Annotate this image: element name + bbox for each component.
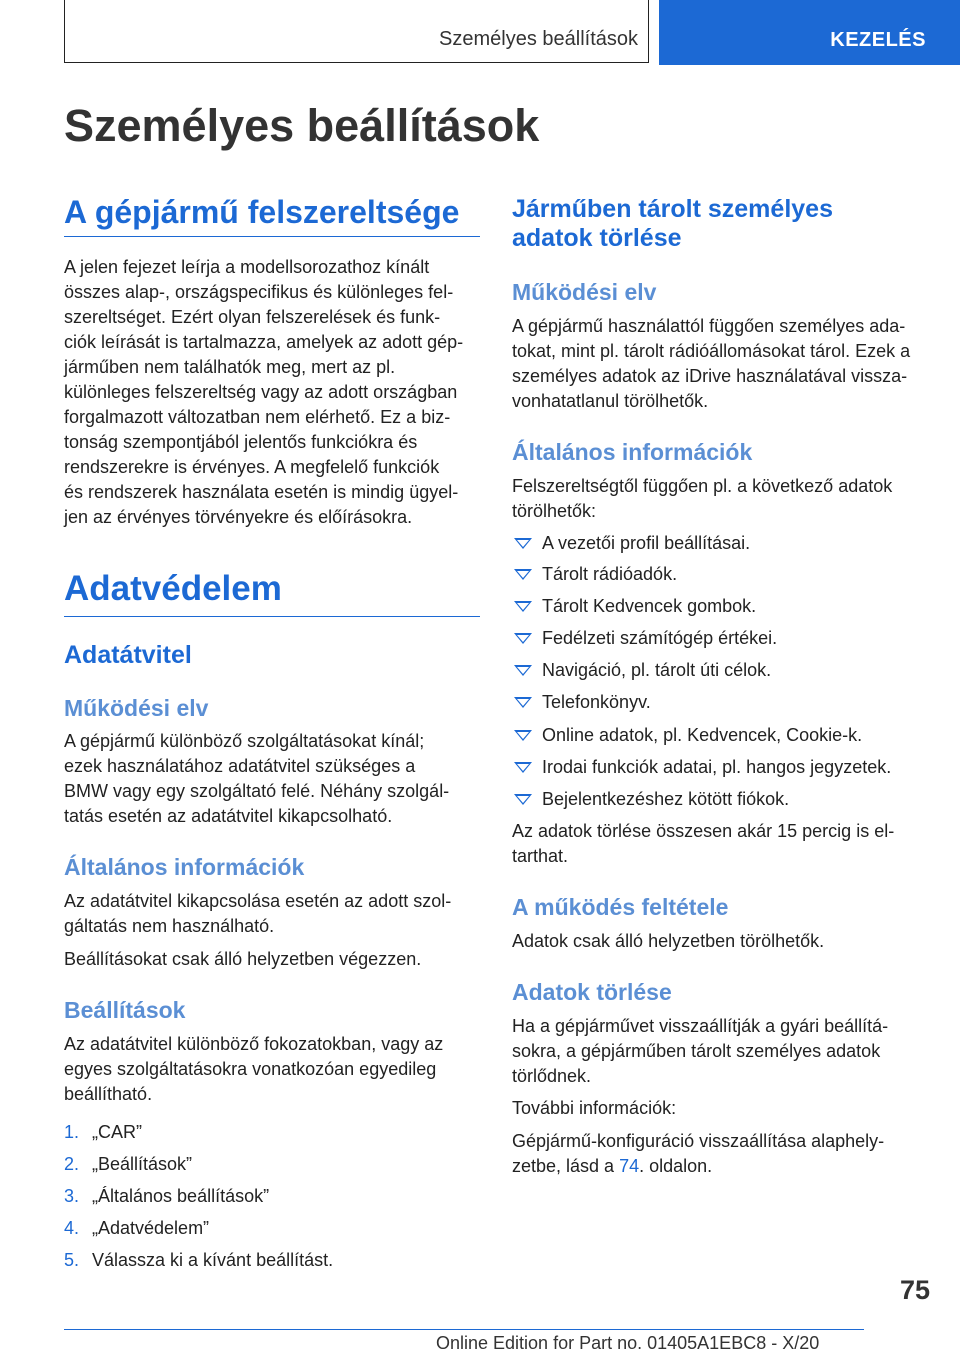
- step-item: [64, 1248, 480, 1273]
- step-text: Válassza ki a kívánt beállítást.: [92, 1250, 334, 1270]
- text-line: A gépjármű különböző szolgáltatásokat kínál;: [64, 731, 425, 751]
- text-line: BMW vagy egy szolgáltató felé. Néhány szolgál-: [64, 781, 450, 801]
- step-text: „Adatvédelem”: [92, 1218, 210, 1238]
- bullet-triangle-icon: [514, 697, 532, 708]
- text-line: különleges felszereltség vagy az adott országban: [64, 382, 458, 402]
- text-line: forgalmazott változatban nem elérhető. Ez a biz-: [64, 407, 451, 427]
- step-number: 1.: [64, 1122, 80, 1142]
- bullet-triangle-icon: [514, 601, 532, 612]
- text-line: Ha a gépjárművet visszaállítják a gyári beállítá-: [512, 1016, 889, 1036]
- step-text: „Általános beállítások”: [92, 1186, 270, 1206]
- text-line: tarthat.: [512, 846, 569, 866]
- header-chapter-box: [64, 0, 649, 63]
- deletion-duration-paragraph: [512, 819, 930, 869]
- text-line: [512, 1154, 930, 1179]
- bullet-triangle-icon: [514, 633, 532, 644]
- delete-data-title-line: Járműben tárolt személyes: [512, 195, 833, 223]
- list-item: [512, 723, 930, 748]
- text-line: tonság szempontjából jelentős funkciókra és: [64, 432, 418, 452]
- list-item-text: A vezetői profil beállításai.: [542, 533, 751, 553]
- page-title: Személyes beállítások: [64, 100, 540, 151]
- step-text: „CAR”: [92, 1122, 142, 1142]
- general-info-note: [64, 947, 480, 972]
- text-line: személyes adatok az iDrive használatával vissza-: [512, 366, 908, 386]
- step-text: „Beállítások”: [92, 1154, 193, 1174]
- general-info-heading: Általános információk: [64, 854, 305, 880]
- step-item: [64, 1120, 480, 1145]
- text-line: beállítható.: [64, 1084, 153, 1104]
- reference-paragraph: [512, 1129, 930, 1179]
- step-number: 2.: [64, 1154, 80, 1174]
- text-line: és rendszerek használata esetén is mindig ügyel-: [64, 482, 459, 502]
- bullet-triangle-icon: [514, 730, 532, 741]
- equipment-heading: A gépjármű felszereltsége: [64, 192, 480, 237]
- bullet-triangle-icon: [514, 665, 532, 676]
- bullet-triangle-icon: [514, 794, 532, 805]
- delete-data-paragraph: [512, 1014, 930, 1089]
- text-line: járműben nem találhatók meg, mert az pl.: [64, 357, 396, 377]
- text-line: ezek használatához adatátvitel szükséges a: [64, 756, 416, 776]
- text-line: törlődnek.: [512, 1066, 592, 1086]
- list-item: [512, 594, 930, 619]
- header-chapter-title: Személyes beállítások: [439, 28, 638, 50]
- text-line: összes alap-, országspecifikus és különleges fel-: [64, 282, 454, 302]
- bullet-triangle-icon: [514, 569, 532, 580]
- header-section-label: KEZELÉS: [830, 29, 926, 51]
- text-line: A jelen fejezet leírja a modellsorozathoz kínált: [64, 257, 430, 277]
- text-line: rendszerekre is érvényes. A megfelelő funkciók: [64, 457, 440, 477]
- general-info-paragraph: [64, 889, 480, 939]
- privacy-heading: Adatvédelem: [64, 566, 480, 617]
- operating-principle-heading: Működési elv: [512, 279, 657, 305]
- text-line: gáltatás nem használható.: [64, 916, 275, 936]
- list-item-text: Irodai funkciók adatai, pl. hangos jegyzetek.: [542, 757, 892, 777]
- operating-principle-heading: Működési elv: [64, 695, 209, 721]
- general-info-paragraph: [512, 474, 930, 524]
- equipment-paragraph: [64, 255, 480, 530]
- bullet-triangle-icon: [514, 762, 532, 773]
- step-number: 3.: [64, 1186, 80, 1206]
- footer-edition: Online Edition for Part no. 01405A1EBC8 - X/20: [436, 1333, 820, 1353]
- general-info-heading: Általános információk: [512, 439, 753, 465]
- list-item: [512, 531, 930, 556]
- text-line: törölhetők:: [512, 501, 597, 521]
- list-item-text: Online adatok, pl. Kedvencek, Cookie-k.: [542, 725, 863, 745]
- further-info-label: [512, 1096, 930, 1121]
- reference-text: zetbe, lásd a: [512, 1156, 620, 1176]
- step-item: [64, 1152, 480, 1177]
- list-item: [512, 690, 930, 715]
- page-header: [0, 0, 960, 65]
- step-item: [64, 1216, 480, 1241]
- text-line: Adatok csak álló helyzetben törölhetők.: [512, 931, 825, 951]
- list-item-text: Fedélzeti számítógép értékei.: [542, 628, 778, 648]
- settings-heading: Beállítások: [64, 997, 186, 1023]
- delete-data-title-line: adatok törlése: [512, 224, 682, 252]
- text-line: Az adatátvitel kikapcsolása esetén az adott szol-: [64, 891, 452, 911]
- text-line: egyes szolgáltatásokra vonatkozóan egyedileg: [64, 1059, 437, 1079]
- header-section-tab: [659, 0, 960, 65]
- list-item-text: Tárolt rádióadók.: [542, 564, 678, 584]
- text-line: szereltséget. Ezért olyan felszerelések és funk-: [64, 307, 441, 327]
- delete-data-title: [512, 195, 930, 253]
- text-line: További információk:: [512, 1098, 677, 1118]
- delete-data-heading: Adatok törlése: [512, 979, 672, 1005]
- list-item-text: Navigáció, pl. tárolt úti célok.: [542, 660, 772, 680]
- data-transfer-heading: Adatátvitel: [64, 641, 192, 669]
- text-line: Felszereltségtől függően pl. a következő adatok: [512, 476, 893, 496]
- text-line: tatás esetén az adatátvitel kikapcsolható.: [64, 806, 393, 826]
- text-line: Az adatok törlése összesen akár 15 percig is el-: [512, 821, 895, 841]
- step-number: 5.: [64, 1250, 80, 1270]
- bullet-triangle-icon: [514, 538, 532, 549]
- list-item: [512, 787, 930, 812]
- operating-principle-paragraph: [512, 314, 930, 414]
- page-number: 75: [899, 1275, 930, 1305]
- text-line: vonhatatlanul törölhetők.: [512, 391, 709, 411]
- section-title-equipment: [64, 192, 480, 237]
- footer-divider: [64, 1329, 864, 1330]
- list-item: [512, 658, 930, 683]
- section-title-privacy: [64, 566, 480, 617]
- text-line: jen az érvényes törvényekre és előírásokra.: [64, 507, 413, 527]
- prerequisite-paragraph: [512, 929, 930, 954]
- text-line: A gépjármű használattól függően személyes ada-: [512, 316, 906, 336]
- list-item-text: Bejelentkezéshez kötött fiókok.: [542, 789, 790, 809]
- list-item-text: Telefonkönyv.: [542, 692, 651, 712]
- step-item: [64, 1184, 480, 1209]
- page-reference-link[interactable]: 74: [619, 1156, 640, 1176]
- list-item: [512, 626, 930, 651]
- reference-text: . oldalon.: [639, 1156, 713, 1176]
- text-line: Gépjármű-konfiguráció visszaállítása alaphely-: [512, 1131, 885, 1151]
- list-item: [512, 755, 930, 780]
- step-number: 4.: [64, 1218, 80, 1238]
- list-item-text: Tárolt Kedvencek gombok.: [542, 596, 757, 616]
- text-line: sokra, a gépjárműben tárolt személyes adatok: [512, 1041, 881, 1061]
- text-line: ciók leírását is tartalmazza, amelyek az adott gép-: [64, 332, 464, 352]
- text-line: Az adatátvitel különböző fokozatokban, vagy az: [64, 1034, 444, 1054]
- operating-principle-paragraph: [64, 729, 480, 829]
- list-item: [512, 562, 930, 587]
- text-line: tokat, mint pl. tárolt rádióállomásokat tárol. Ezek a: [512, 341, 911, 361]
- prerequisite-heading: A működés feltétele: [512, 894, 729, 920]
- settings-paragraph: [64, 1032, 480, 1107]
- text-line: Beállításokat csak álló helyzetben végezzen.: [64, 949, 422, 969]
